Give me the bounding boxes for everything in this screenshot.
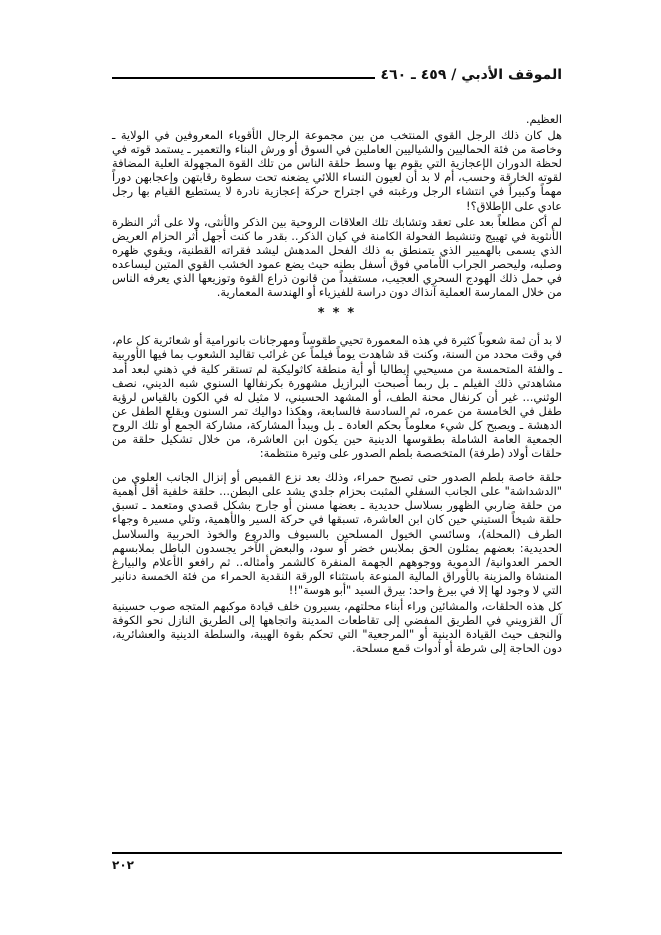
- section-separator: * * *: [317, 306, 357, 322]
- paragraph: حلقة خاصة بلطم الصدور حتى تصبح حمراء، وذلك بعد نزع القميص أو إنزال الجانب العلوي من "الدشداشة" على الجانب السفلي المثبت بحزام جلدي يشد على البطن... حلقة خلفية أقل أهمية من حلقة ضاربي الظهور بسلاسل حديدية ـ بعضها مسنن أو جارح بشكل قصدي ومتعمد ـ تسبق حلقة شيخاً الستيني حين كان ابن العاشرة، تسبقها في حركة السير والأهمية، وتلي مسيرة وجهاء الطرف (المحلة)، وسائسي الخيول المسلحين بالسيوف والدروع والخوذ الحربية والسلاسل الحديدية: بعضهم يمثلون الحق بملابس خضر أو سود، والبعض الآخر يجسدون الباطل بملابسهم الحمر العدوانية/ الدموية ووجوههم الجهمة المنفرة كالشمر وأمثاله.. ثم رافعو الأعلام والبيارغ المنشاة والمزينة بالأوراق المالية المنوعة باستثناء الورقة النقدية الحمراء من فئة الخمسة دنانير التي لا وجود لها إلا في بيرغ واحد: بيرق السيد "أبو هوسة"!!: [112, 470, 562, 597]
- journal-title: الموقف الأدبي / ٤٥٩ ـ ٤٦٠: [375, 64, 562, 86]
- paragraph: العظيم.: [525, 112, 562, 126]
- article-body: [112, 112, 562, 657]
- header-rule: [112, 77, 402, 79]
- paragraph: لم أكن مطلعاً بعد على تعقد وتشابك تلك العلاقات الروحية بين الذكر والأنثى، ولا على أثر النظرة الأنثوية في تهييج وتنشيط الفحولة الكامنة في كيان الذكر.. بقدر ما كنت أجهل أثر الحزام العريض الذي يسمى بالهميير الذي يتمنطق به ذلك الفحل المدهش ليشد فقراته القطنية، ويقوي ظهره وصلبه، وليحصر الجراب الأمامي فوق أسفل بطنه حيث يضع عمود الخشب القوي المتين ليساعده في حمل ذلك الهودج السحري العجيب، مستفيداً من قانون ذراع القوة وتوزيعها الذي يعرفه الناس من خلال الممارسة العملية آنذاك دون دراسة للفيزياء أو الهندسة المعمارية.: [112, 214, 562, 300]
- paragraph: كل هذه الحلقات، والمشائين وراء أبناء محلتهم، يسيرون خلف قيادة موكبهم المتجه صوب حسينية آل القزويني في الطريق المفضي إلى تقاطعات المدينة واتجاهها إلى الطريق النازل نحو الكوفة والنجف حيث القيادة الدينية أو "المرجعية" التي تحكم بقوة الهيبة، والسلطة الدينية والعشائرية، دون الحاجة إلى شرطة أو أدوات قمع مسلحة.: [112, 599, 562, 656]
- page-number: ٢٠٢: [112, 858, 134, 872]
- running-header: [112, 64, 562, 86]
- paragraph-gap: [112, 462, 562, 470]
- paragraph: هل كان ذلك الرجل القوي المنتخب من بين مجموعة الرجال الأقوياء المعروفين في الولاية ـ وخاصة من فئة الحماليين والشياليين العاملين في السوق أو ورش البناء والتعمير ـ يستمد قوته في لحظة الدوران الإعجازية التي يقوم بها وسط حلقة الناس من تلك القوة المجهولة العلية المضافة لقوته الخارقة وحسب، أم لا بد أن لعيون النساء اللائي يضعنه تحت سطوة رقابتهن وإعجابهن دوراً مهماً وكبيراً في انتشاء الرجل ورغبته في اجتراح حركة إعجازية نادرة لا يستطيع القيام بها رجل عادي على الإطلاق؟!: [112, 128, 562, 213]
- footer-rule: [112, 852, 562, 854]
- paragraph: لا بد أن ثمة شعوباً كثيرة في هذه المعمورة تحيي طقوساً ومهرجانات بانورامية أو شعائرية كل عام، في وقت محدد من السنة، وكنت قد شاهدت يوماً فيلماً عن غرائب تقاليد الشعوب بما فيها الأوربية ـ والفئة المتحمسة من مسيحيي إيطاليا أو أية منطقة كاثوليكية لم تستقر كلية في ذهني لبعد أمد مشاهدتي ذلك الفيلم ـ بل ربما أصبحت البرازيل مشهورة بكرنفالها السنوي شبه الديني، نصف الوثني... غير أن كرنفال محنة الطف، أو المشهد الحسيني، لا مثيل له في الكون بالقياس لرؤية طفل في الخامسة من عمره، ثم السادسة فالسابعة، وهكذا دواليك تمر السنون ويقلع الطفل عن الدهشة ـ ويصبح كل شيء معلوماً بحكم العادة ـ بل ويبدأ المشاركة، مشاركة الجمع أو تلك الروح الجمعية العامة الشاملة بطقوسها الدينية حين يكون ابن العاشرة، من خلال تشكيل حلقة من حلقات أولاد (طرفة) المتخصصة بلطم الصدور على وتيرة منتظمة:: [112, 333, 562, 461]
